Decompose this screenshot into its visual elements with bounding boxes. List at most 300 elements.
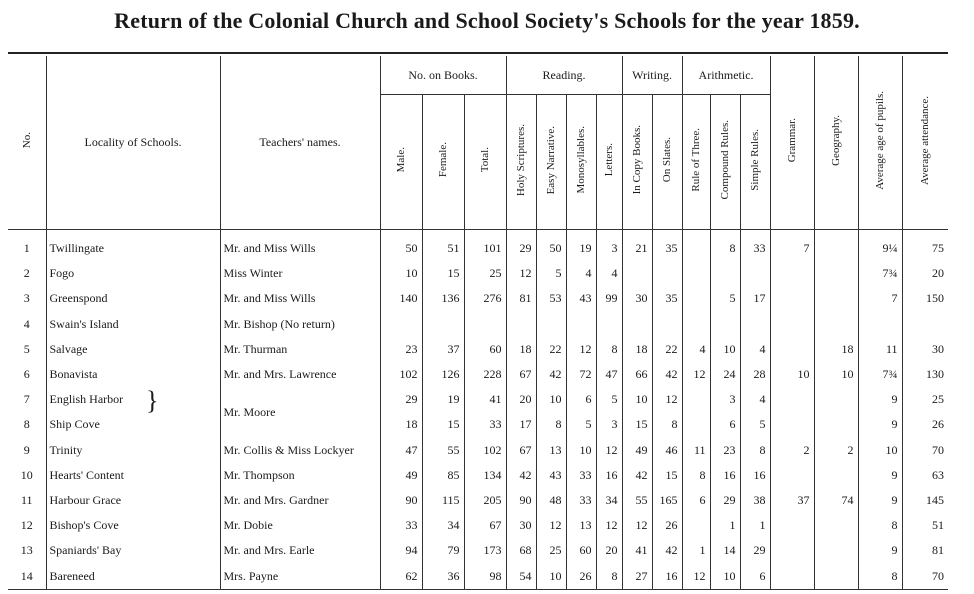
cell-on-slates: 15 <box>652 463 682 488</box>
table-row <box>8 463 948 488</box>
cell-female <box>422 312 464 337</box>
cell-easy-narrative: 43 <box>536 463 566 488</box>
cell-simple-rules: 8 <box>740 438 770 463</box>
cell-letters: 8 <box>596 337 622 362</box>
cell-total: 25 <box>464 261 506 286</box>
cell-letters <box>596 312 622 337</box>
cell-no: 9 <box>23 442 30 457</box>
cell-monosyllables: 4 <box>566 261 596 286</box>
cell-male: 90 <box>380 488 422 513</box>
cell-male: 23 <box>380 337 422 362</box>
cell-holy-scriptures: 17 <box>506 412 536 437</box>
cell-female: 115 <box>422 488 464 513</box>
cell-female: 36 <box>422 563 464 589</box>
cell-monosyllables: 33 <box>566 488 596 513</box>
cell-rule-of-three <box>682 513 710 538</box>
cell-female: 51 <box>422 230 464 262</box>
table-row <box>8 312 948 337</box>
col-teachers: Teachers' names. <box>220 56 380 230</box>
cell-average-attendance: 70 <box>902 563 948 589</box>
cell-total: 276 <box>464 286 506 311</box>
cell-geography <box>814 230 858 262</box>
cell-letters: 47 <box>596 362 622 387</box>
cell-no: 1 <box>23 241 30 256</box>
cell-female: 136 <box>422 286 464 311</box>
cell-teacher: Mr. and Mrs. Lawrence <box>220 362 380 387</box>
cell-locality: English Harbor <box>46 387 220 412</box>
cell-on-slates: 46 <box>652 438 682 463</box>
col-rule-of-three: Rule of Three. <box>682 95 710 230</box>
cell-holy-scriptures: 67 <box>506 362 536 387</box>
cell-letters: 12 <box>596 513 622 538</box>
group-writing: Writing. <box>622 56 682 95</box>
cell-grammar: 10 <box>770 362 814 387</box>
cell-average-attendance: 75 <box>902 230 948 262</box>
cell-holy-scriptures: 68 <box>506 538 536 563</box>
cell-monosyllables <box>566 312 596 337</box>
top-rule <box>8 52 948 54</box>
cell-rule-of-three <box>682 387 710 412</box>
cell-no: 3 <box>23 291 30 306</box>
cell-geography <box>814 412 858 437</box>
cell-male: 29 <box>380 387 422 412</box>
col-average-attendance: Average attendance. <box>902 56 948 230</box>
cell-grammar <box>770 387 814 412</box>
cell-male: 47 <box>380 438 422 463</box>
cell-letters: 34 <box>596 488 622 513</box>
cell-total: 173 <box>464 538 506 563</box>
cell-geography <box>814 563 858 589</box>
cell-female: 85 <box>422 463 464 488</box>
cell-geography <box>814 261 858 286</box>
cell-simple-rules: 1 <box>740 513 770 538</box>
cell-compound-rules: 1 <box>710 513 740 538</box>
cell-compound-rules: 6 <box>710 412 740 437</box>
cell-letters: 5 <box>596 387 622 412</box>
cell-geography <box>814 286 858 311</box>
cell-locality: Bareneed <box>46 563 220 589</box>
cell-monosyllables: 60 <box>566 538 596 563</box>
col-grammar: Grammar. <box>770 56 814 230</box>
cell-copy-books: 15 <box>622 412 652 437</box>
cell-average-attendance: 51 <box>902 513 948 538</box>
cell-holy-scriptures <box>506 312 536 337</box>
cell-monosyllables: 26 <box>566 563 596 589</box>
cell-total: 33 <box>464 412 506 437</box>
cell-grammar <box>770 412 814 437</box>
cell-total: 67 <box>464 513 506 538</box>
cell-teacher: Mr. Thompson <box>220 463 380 488</box>
returns-table <box>8 56 948 590</box>
group-arithmetic: Arithmetic. <box>682 56 770 95</box>
cell-on-slates <box>652 312 682 337</box>
cell-teacher: Mr. Bishop (No return) <box>220 312 380 337</box>
cell-average-age <box>858 312 902 337</box>
cell-holy-scriptures: 54 <box>506 563 536 589</box>
cell-grammar <box>770 538 814 563</box>
cell-average-age: 7 <box>858 286 902 311</box>
cell-male: 10 <box>380 261 422 286</box>
cell-copy-books: 18 <box>622 337 652 362</box>
cell-compound-rules: 5 <box>710 286 740 311</box>
cell-monosyllables: 5 <box>566 412 596 437</box>
col-male: Male. <box>380 95 422 230</box>
cell-locality: Spaniards' Bay <box>46 538 220 563</box>
cell-easy-narrative: 10 <box>536 563 566 589</box>
cell-easy-narrative: 10 <box>536 387 566 412</box>
cell-grammar <box>770 513 814 538</box>
cell-on-slates <box>652 261 682 286</box>
cell-total: 101 <box>464 230 506 262</box>
cell-monosyllables: 12 <box>566 337 596 362</box>
cell-average-attendance: 26 <box>902 412 948 437</box>
table-row <box>8 337 948 362</box>
cell-average-attendance: 81 <box>902 538 948 563</box>
cell-grammar: 37 <box>770 488 814 513</box>
cell-teacher: Mr. and Miss Wills <box>220 230 380 262</box>
cell-no: 5 <box>23 341 30 356</box>
cell-compound-rules: 24 <box>710 362 740 387</box>
col-locality: Locality of Schools. <box>46 56 220 230</box>
cell-letters: 8 <box>596 563 622 589</box>
table-row <box>8 538 948 563</box>
cell-simple-rules <box>740 312 770 337</box>
cell-easy-narrative: 8 <box>536 412 566 437</box>
cell-compound-rules <box>710 312 740 337</box>
cell-total: 228 <box>464 362 506 387</box>
table-row <box>8 488 948 513</box>
cell-geography <box>814 513 858 538</box>
cell-no: 7 <box>23 392 30 407</box>
cell-easy-narrative: 50 <box>536 230 566 262</box>
table-row <box>8 412 948 437</box>
cell-total: 60 <box>464 337 506 362</box>
cell-no: 2 <box>23 266 30 281</box>
cell-compound-rules: 3 <box>710 387 740 412</box>
table-row <box>8 261 948 286</box>
cell-locality: Twillingate <box>46 230 220 262</box>
cell-holy-scriptures: 18 <box>506 337 536 362</box>
cell-teacher: Mr. and Miss Wills <box>220 286 380 311</box>
cell-male: 49 <box>380 463 422 488</box>
cell-on-slates: 35 <box>652 286 682 311</box>
cell-copy-books: 21 <box>622 230 652 262</box>
cell-female: 126 <box>422 362 464 387</box>
cell-locality: Bishop's Cove <box>46 513 220 538</box>
col-geography: Geography. <box>814 56 858 230</box>
cell-easy-narrative: 53 <box>536 286 566 311</box>
cell-teacher: Mr. Thurman <box>220 337 380 362</box>
cell-rule-of-three: 1 <box>682 538 710 563</box>
cell-locality: Trinity <box>46 438 220 463</box>
cell-total: 41 <box>464 387 506 412</box>
cell-compound-rules: 10 <box>710 337 740 362</box>
cell-easy-narrative: 12 <box>536 513 566 538</box>
cell-rule-of-three: 12 <box>682 563 710 589</box>
cell-holy-scriptures: 12 <box>506 261 536 286</box>
cell-rule-of-three: 4 <box>682 337 710 362</box>
cell-on-slates: 42 <box>652 362 682 387</box>
cell-grammar: 7 <box>770 230 814 262</box>
cell-rule-of-three <box>682 261 710 286</box>
cell-holy-scriptures: 42 <box>506 463 536 488</box>
cell-female: 79 <box>422 538 464 563</box>
cell-easy-narrative: 5 <box>536 261 566 286</box>
table-row <box>8 362 948 387</box>
cell-simple-rules: 4 <box>740 387 770 412</box>
cell-rule-of-three: 11 <box>682 438 710 463</box>
cell-holy-scriptures: 90 <box>506 488 536 513</box>
cell-simple-rules: 16 <box>740 463 770 488</box>
cell-average-age: 7¾ <box>858 362 902 387</box>
cell-average-attendance: 150 <box>902 286 948 311</box>
cell-simple-rules: 33 <box>740 230 770 262</box>
cell-monosyllables: 13 <box>566 513 596 538</box>
cell-holy-scriptures: 67 <box>506 438 536 463</box>
cell-female: 34 <box>422 513 464 538</box>
cell-average-age: 8 <box>858 513 902 538</box>
cell-letters: 99 <box>596 286 622 311</box>
cell-easy-narrative: 25 <box>536 538 566 563</box>
col-holy-scriptures: Holy Scriptures. <box>506 95 536 230</box>
cell-copy-books <box>622 312 652 337</box>
cell-grammar <box>770 337 814 362</box>
cell-on-slates: 42 <box>652 538 682 563</box>
col-on-slates: On Slates. <box>652 95 682 230</box>
cell-average-attendance <box>902 312 948 337</box>
cell-no: 14 <box>8 563 46 589</box>
cell-grammar <box>770 563 814 589</box>
table-row <box>8 286 948 311</box>
cell-average-age: 7¾ <box>858 261 902 286</box>
cell-compound-rules: 8 <box>710 230 740 262</box>
cell-average-age: 9 <box>858 387 902 412</box>
cell-rule-of-three: 12 <box>682 362 710 387</box>
cell-no: 4 <box>23 316 30 331</box>
cell-copy-books: 10 <box>622 387 652 412</box>
cell-geography: 18 <box>814 337 858 362</box>
cell-teacher: Mrs. Payne <box>220 563 380 589</box>
cell-holy-scriptures: 81 <box>506 286 536 311</box>
page-title: Return of the Colonial Church and School Society's Schools for the year 1859. <box>114 8 860 33</box>
col-compound-rules: Compound Rules. <box>710 95 740 230</box>
cell-copy-books: 66 <box>622 362 652 387</box>
col-simple-rules: Simple Rules. <box>740 95 770 230</box>
cell-average-attendance: 25 <box>902 387 948 412</box>
cell-rule-of-three <box>682 312 710 337</box>
cell-female: 15 <box>422 261 464 286</box>
cell-grammar <box>770 261 814 286</box>
cell-male: 50 <box>380 230 422 262</box>
cell-average-age: 10 <box>858 438 902 463</box>
cell-letters: 4 <box>596 261 622 286</box>
cell-simple-rules: 38 <box>740 488 770 513</box>
cell-easy-narrative <box>536 312 566 337</box>
col-female: Female. <box>422 95 464 230</box>
cell-compound-rules: 29 <box>710 488 740 513</box>
cell-copy-books <box>622 261 652 286</box>
cell-easy-narrative: 42 <box>536 362 566 387</box>
cell-on-slates: 8 <box>652 412 682 437</box>
cell-total: 134 <box>464 463 506 488</box>
cell-grammar <box>770 312 814 337</box>
cell-average-age: 9 <box>858 463 902 488</box>
cell-monosyllables: 72 <box>566 362 596 387</box>
cell-rule-of-three <box>682 286 710 311</box>
col-total: Total. <box>464 95 506 230</box>
cell-average-attendance: 20 <box>902 261 948 286</box>
cell-no: 8 <box>23 417 30 432</box>
cell-on-slates: 22 <box>652 337 682 362</box>
group-reading: Reading. <box>506 56 622 95</box>
cell-geography <box>814 387 858 412</box>
cell-on-slates: 165 <box>652 488 682 513</box>
cell-female: 55 <box>422 438 464 463</box>
cell-simple-rules <box>740 261 770 286</box>
cell-letters: 3 <box>596 412 622 437</box>
cell-teacher: Mr. Collis & Miss Lockyer <box>220 438 380 463</box>
cell-grammar <box>770 463 814 488</box>
cell-average-attendance: 63 <box>902 463 948 488</box>
col-letters: Letters. <box>596 95 622 230</box>
cell-locality: Greenspond <box>46 286 220 311</box>
cell-teacher: Miss Winter <box>220 261 380 286</box>
cell-rule-of-three: 6 <box>682 488 710 513</box>
cell-locality: Bonavista <box>46 362 220 387</box>
cell-geography: 10 <box>814 362 858 387</box>
cell-no: 12 <box>20 518 33 533</box>
cell-copy-books: 12 <box>622 513 652 538</box>
cell-teacher: Mr. and Mrs. Gardner <box>220 488 380 513</box>
cell-average-age: 8 <box>858 563 902 589</box>
cell-teacher: Mr. Moore <box>220 387 380 437</box>
cell-teacher: Mr. and Mrs. Earle <box>220 538 380 563</box>
cell-holy-scriptures: 30 <box>506 513 536 538</box>
cell-geography: 74 <box>814 488 858 513</box>
cell-average-age: 9 <box>858 488 902 513</box>
cell-female: 19 <box>422 387 464 412</box>
cell-copy-books: 42 <box>622 463 652 488</box>
cell-copy-books: 27 <box>622 563 652 589</box>
cell-letters: 20 <box>596 538 622 563</box>
cell-average-attendance: 130 <box>902 362 948 387</box>
cell-female: 15 <box>422 412 464 437</box>
cell-male: 33 <box>380 513 422 538</box>
cell-locality: Ship Cove <box>46 412 220 437</box>
col-average-age: Average age of pupils. <box>858 56 902 230</box>
cell-rule-of-three <box>682 412 710 437</box>
col-no: No. <box>8 56 46 230</box>
cell-simple-rules: 28 <box>740 362 770 387</box>
cell-average-attendance: 145 <box>902 488 948 513</box>
cell-holy-scriptures: 29 <box>506 230 536 262</box>
table-row <box>8 513 948 538</box>
cell-female: 37 <box>422 337 464 362</box>
cell-easy-narrative: 22 <box>536 337 566 362</box>
cell-geography <box>814 538 858 563</box>
cell-geography: 2 <box>814 438 858 463</box>
cell-average-age: 9¼ <box>858 230 902 262</box>
cell-total <box>464 312 506 337</box>
cell-male <box>380 312 422 337</box>
col-copy-books: In Copy Books. <box>622 95 652 230</box>
cell-simple-rules: 17 <box>740 286 770 311</box>
cell-simple-rules: 5 <box>740 412 770 437</box>
cell-monosyllables: 33 <box>566 463 596 488</box>
cell-on-slates: 26 <box>652 513 682 538</box>
cell-geography <box>814 463 858 488</box>
cell-compound-rules: 23 <box>710 438 740 463</box>
cell-on-slates: 16 <box>652 563 682 589</box>
cell-easy-narrative: 13 <box>536 438 566 463</box>
cell-easy-narrative: 48 <box>536 488 566 513</box>
cell-on-slates: 35 <box>652 230 682 262</box>
cell-compound-rules <box>710 261 740 286</box>
cell-average-age: 9 <box>858 538 902 563</box>
col-monosyllables: Monosyllables. <box>566 95 596 230</box>
table-row <box>8 438 948 463</box>
cell-male: 18 <box>380 412 422 437</box>
cell-average-age: 9 <box>858 412 902 437</box>
table-row <box>8 563 948 589</box>
cell-no: 10 <box>20 467 33 482</box>
cell-copy-books: 30 <box>622 286 652 311</box>
cell-male: 102 <box>380 362 422 387</box>
cell-monosyllables: 6 <box>566 387 596 412</box>
cell-teacher: Mr. Dobie <box>220 513 380 538</box>
cell-monosyllables: 43 <box>566 286 596 311</box>
cell-total: 102 <box>464 438 506 463</box>
cell-copy-books: 55 <box>622 488 652 513</box>
cell-locality: Salvage <box>46 337 220 362</box>
cell-monosyllables: 10 <box>566 438 596 463</box>
cell-monosyllables: 19 <box>566 230 596 262</box>
table-row <box>8 230 948 262</box>
cell-no: 6 <box>23 367 30 382</box>
cell-rule-of-three: 8 <box>682 463 710 488</box>
cell-compound-rules: 14 <box>710 538 740 563</box>
group-on-books: No. on Books. <box>380 56 506 95</box>
cell-simple-rules: 29 <box>740 538 770 563</box>
cell-holy-scriptures: 20 <box>506 387 536 412</box>
cell-grammar: 2 <box>770 438 814 463</box>
cell-average-attendance: 70 <box>902 438 948 463</box>
cell-locality: Hearts' Content <box>46 463 220 488</box>
cell-total: 98 <box>464 563 506 589</box>
cell-letters: 12 <box>596 438 622 463</box>
cell-locality: Fogo <box>46 261 220 286</box>
cell-copy-books: 49 <box>622 438 652 463</box>
cell-on-slates: 12 <box>652 387 682 412</box>
cell-geography <box>814 312 858 337</box>
cell-copy-books: 41 <box>622 538 652 563</box>
cell-male: 140 <box>380 286 422 311</box>
cell-no: 11 <box>20 492 33 507</box>
cell-no: 13 <box>20 543 33 558</box>
cell-simple-rules: 4 <box>740 337 770 362</box>
cell-letters: 16 <box>596 463 622 488</box>
cell-simple-rules: 6 <box>740 563 770 589</box>
brace-mark: } <box>146 386 159 415</box>
cell-total: 205 <box>464 488 506 513</box>
cell-male: 62 <box>380 563 422 589</box>
cell-male: 94 <box>380 538 422 563</box>
cell-average-age: 11 <box>858 337 902 362</box>
cell-compound-rules: 16 <box>710 463 740 488</box>
cell-letters: 3 <box>596 230 622 262</box>
cell-compound-rules: 10 <box>710 563 740 589</box>
cell-locality: Harbour Grace <box>46 488 220 513</box>
